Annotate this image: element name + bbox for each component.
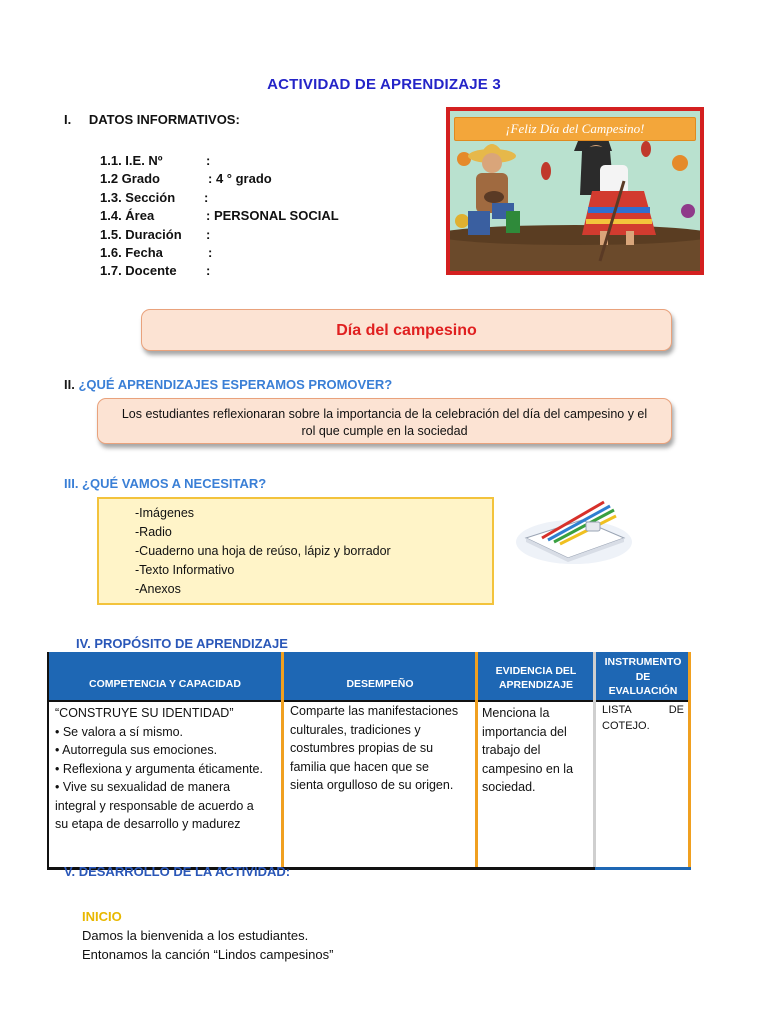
cell-instrumento: LISTA DE COTEJO. — [602, 704, 684, 732]
activity-title: Día del campesino — [336, 322, 477, 339]
section-desarrollo-heading: V. DESARROLLO DE LA ACTIVIDAD: — [64, 864, 291, 879]
list-item: -Anexos — [135, 582, 181, 596]
aprendizajes-line: Los estudiantes reflexionaran sobre la importancia de la celebración del día del campesino y el — [121, 407, 648, 421]
list-item: -Cuaderno una hoja de reúso, lápiz y borrador — [135, 544, 391, 558]
page-title: ACTIVIDAD DE APRENDIZAJE 3 — [267, 76, 501, 93]
campesino-illustration — [446, 107, 704, 275]
materials-list — [99, 499, 492, 599]
section-datos-heading — [64, 112, 240, 127]
paper-pencils-icon — [512, 494, 632, 566]
list-item: • Reflexiona y argumenta éticamente. — [55, 761, 263, 776]
cell-competencia — [55, 704, 279, 834]
column-divider — [593, 652, 596, 870]
header-desempeno: DESEMPEÑO — [283, 652, 477, 700]
column-divider — [281, 652, 284, 870]
section-title: DATOS INFORMATIVOS: — [88, 112, 240, 127]
header-competencia: COMPETENCIA Y CAPACIDAD — [47, 652, 283, 700]
header-evidencia: EVIDENCIA DEL APRENDIZAJE — [477, 652, 595, 700]
section-aprendizajes-heading — [64, 377, 392, 392]
cell-desempeno: Comparte las manifestaciones culturales, tradiciones y costumbres propias de su familia que hacen que se sienta orgulloso de su origen. — [290, 704, 459, 792]
aprendizajes-line: rol que cumple en la sociedad — [301, 424, 468, 438]
proposito-table — [47, 652, 691, 870]
header-instrumento: INSTRUMENTO DE EVALUACIÓN — [595, 652, 691, 700]
competencia-title: “CONSTRUYE SU IDENTIDAD” — [55, 706, 234, 720]
list-item: • Autorregula sus emociones. — [55, 743, 218, 757]
section-title: ¿QUÉ APRENDIZAJES ESPERAMOS PROMOVER? — [78, 377, 393, 392]
illustration-banner: ¡Feliz Día del Campesino! — [454, 117, 696, 141]
cell-evidencia: Menciona la importancia del trabajo del campesino en la sociedad. — [482, 706, 574, 794]
materials-box — [97, 497, 494, 605]
list-item: • Vive su sexualidad de manera — [55, 780, 231, 794]
list-item: su etapa de desarrollo y madurez — [55, 817, 241, 831]
activity-title-box — [141, 309, 672, 351]
list-item: -Texto Informativo — [135, 563, 235, 577]
list-item: -Radio — [135, 525, 172, 539]
list-item: -Imágenes — [135, 506, 195, 520]
inicio-label: INICIO — [82, 909, 122, 924]
section-number: I. — [64, 112, 72, 127]
section-proposito-heading: IV. PROPÓSITO DE APRENDIZAJE — [76, 636, 288, 651]
list-item: • Se valora a sí mismo. — [55, 724, 184, 739]
desarrollo-line: Damos la bienvenida a los estudiantes. — [82, 928, 309, 943]
column-divider — [475, 652, 478, 870]
aprendizajes-box — [97, 398, 672, 444]
desarrollo-text — [82, 926, 333, 964]
section-number: II. — [64, 377, 75, 392]
list-item: integral y responsable de acuerdo a — [55, 798, 254, 813]
desarrollo-line: Entonamos la canción “Lindos campesinos” — [82, 947, 334, 962]
section-necesitar-heading: III. ¿QUÉ VAMOS A NECESITAR? — [64, 476, 267, 491]
